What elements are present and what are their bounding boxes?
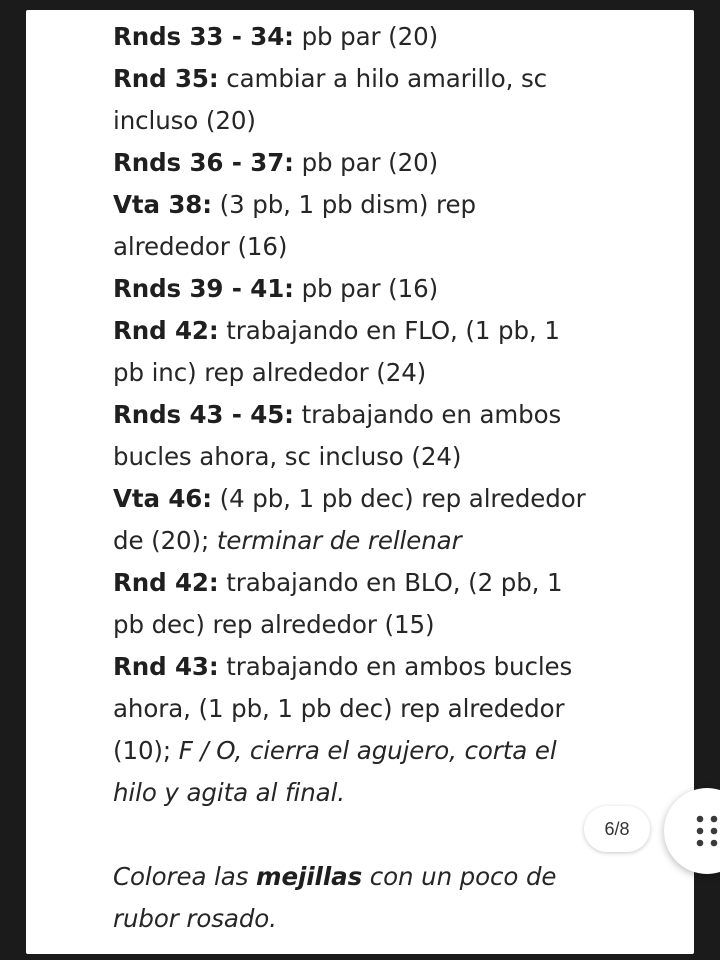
text-run: (10);	[113, 736, 179, 765]
label-bold: Rnd 42:	[113, 568, 219, 597]
instruction-line	[113, 226, 673, 268]
label-bold: mejillas	[256, 862, 363, 891]
text-run: cambiar a hilo amarillo, sc	[218, 64, 548, 93]
text-run: trabajando en ambos	[293, 400, 562, 429]
instruction-line	[113, 730, 673, 772]
grid-dots-icon	[696, 815, 718, 847]
instruction-line	[113, 16, 673, 58]
instruction-line	[113, 100, 673, 142]
label-bold: Vta 46:	[113, 484, 212, 513]
label-bold: Rnd 43:	[113, 652, 219, 681]
text-italic: rubor rosado.	[113, 904, 277, 933]
text-italic: Colorea las	[113, 862, 257, 891]
note-line	[113, 856, 673, 898]
text-run: pb par (20)	[293, 22, 439, 51]
label-bold: Rnd 42:	[113, 316, 219, 345]
text-run: pb par (16)	[293, 274, 439, 303]
text-run: (4 pb, 1 pb dec) rep alrededor	[211, 484, 586, 513]
instruction-line	[113, 646, 673, 688]
label-bold: Rnds 33 - 34:	[113, 22, 294, 51]
label-bold: Rnd 35:	[113, 64, 219, 93]
page-indicator[interactable]	[584, 806, 650, 852]
text-run: incluso (20)	[113, 106, 256, 135]
label-bold: Rnds 39 - 41:	[113, 274, 294, 303]
text-run: de (20);	[113, 526, 217, 555]
instruction-line	[113, 772, 673, 814]
text-italic: hilo y agita al final.	[113, 778, 345, 807]
instruction-line	[113, 268, 673, 310]
instruction-line	[113, 58, 673, 100]
text-italic: terminar de rellenar	[216, 526, 462, 555]
instruction-line	[113, 352, 673, 394]
text-run: pb dec) rep alrededor (15)	[113, 610, 435, 639]
text-run: trabajando en BLO, (2 pb, 1	[218, 568, 563, 597]
label-bold: Rnds 43 - 45:	[113, 400, 294, 429]
instruction-line	[113, 604, 673, 646]
instruction-line	[113, 310, 673, 352]
text-italic: F / O, cierra el agujero, corta el	[178, 736, 557, 765]
text-run: alrededor (16)	[113, 232, 288, 261]
text-run: trabajando en FLO, (1 pb, 1	[218, 316, 560, 345]
text-run: ahora, (1 pb, 1 pb dec) rep alrededor	[113, 694, 565, 723]
note-block	[113, 856, 673, 940]
note-line	[113, 898, 673, 940]
text-run: pb par (20)	[293, 148, 439, 177]
instruction-line	[113, 436, 673, 478]
instruction-line	[113, 562, 673, 604]
instruction-line	[113, 142, 673, 184]
text-run: trabajando en ambos bucles	[218, 652, 573, 681]
instruction-line	[113, 184, 673, 226]
label-bold: Vta 38:	[113, 190, 212, 219]
text-run: pb inc) rep alrededor (24)	[113, 358, 427, 387]
text-italic: con un poco de	[362, 862, 557, 891]
instruction-line	[113, 394, 673, 436]
instruction-line	[113, 688, 673, 730]
page-indicator-label: 6/8	[604, 818, 630, 839]
pattern-text	[113, 16, 673, 940]
text-run: (3 pb, 1 pb dism) rep	[211, 190, 476, 219]
label-bold: Rnds 36 - 37:	[113, 148, 294, 177]
instruction-line	[113, 478, 673, 520]
instructions-block	[113, 16, 673, 814]
text-run: bucles ahora, sc incluso (24)	[113, 442, 462, 471]
instruction-line	[113, 520, 673, 562]
